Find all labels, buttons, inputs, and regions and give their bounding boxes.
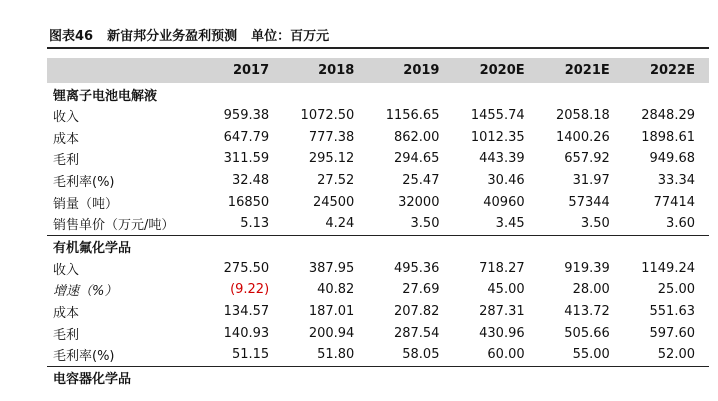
table-cell: 959.38 bbox=[223, 108, 270, 124]
table-cell: 31.97 bbox=[572, 173, 610, 189]
table-cell: 52.00 bbox=[657, 347, 695, 363]
figure-title-bar bbox=[47, 21, 709, 47]
column-header: 2017 bbox=[198, 58, 283, 83]
table-cell: 57344 bbox=[568, 194, 610, 210]
table-cell: 287.31 bbox=[479, 304, 525, 320]
table-cell: 55.00 bbox=[572, 347, 610, 363]
row-label: 成本 bbox=[53, 306, 80, 322]
table-cell: 3.50 bbox=[580, 216, 610, 232]
table-cell: 1149.24 bbox=[641, 260, 695, 276]
section-header-row bbox=[47, 83, 709, 105]
row-label: 毛利率(%) bbox=[53, 175, 115, 191]
table-cell: 647.79 bbox=[223, 129, 270, 145]
table-row bbox=[47, 127, 709, 149]
table-row bbox=[47, 170, 709, 192]
table-row bbox=[47, 105, 709, 127]
table-row bbox=[47, 191, 709, 213]
table-cell: 60.00 bbox=[487, 347, 525, 363]
table-cell: 1012.35 bbox=[470, 129, 525, 145]
table-row bbox=[47, 258, 709, 280]
table-cell: 45.00 bbox=[487, 282, 525, 298]
table-cell: 187.01 bbox=[308, 304, 355, 320]
row-label: 毛利率(%) bbox=[53, 349, 115, 365]
table-cell: 505.66 bbox=[564, 325, 610, 341]
table-cell: 40960 bbox=[483, 194, 525, 210]
figure-caption: 新宙邦分业务盈利预测 bbox=[107, 29, 238, 44]
table-cell: 25.47 bbox=[402, 173, 440, 189]
table-cell: 28.00 bbox=[572, 282, 610, 298]
figure-number: 图表46 bbox=[49, 29, 94, 44]
table-cell: 27.52 bbox=[317, 173, 355, 189]
table-cell: 275.50 bbox=[223, 260, 270, 276]
section-header-row bbox=[47, 366, 709, 389]
table-cell: 657.92 bbox=[564, 151, 610, 167]
table-cell: 51.15 bbox=[231, 347, 270, 363]
table-cell: 862.00 bbox=[393, 129, 440, 145]
table-body bbox=[47, 83, 709, 389]
table-cell: 949.68 bbox=[649, 151, 695, 167]
table-cell: 33.34 bbox=[657, 173, 695, 189]
column-header: 2020E bbox=[453, 58, 538, 83]
table-row bbox=[47, 279, 709, 301]
table-cell: 311.59 bbox=[223, 151, 270, 167]
table-cell: 1455.74 bbox=[470, 108, 525, 124]
table-cell: 1898.61 bbox=[641, 129, 695, 145]
column-header: 2018 bbox=[283, 58, 368, 83]
section-title: 电容器化学品 bbox=[47, 366, 709, 389]
table-row bbox=[47, 148, 709, 170]
table-cell: (9.22) bbox=[230, 282, 270, 298]
table-cell: 16850 bbox=[227, 194, 270, 210]
table-row bbox=[47, 301, 709, 323]
table-cell: 77414 bbox=[653, 194, 695, 210]
table-cell: 1072.50 bbox=[300, 108, 355, 124]
table-cell: 551.63 bbox=[649, 304, 695, 320]
table-cell: 1156.65 bbox=[385, 108, 440, 124]
table-cell: 4.24 bbox=[325, 216, 355, 232]
table-cell: 413.72 bbox=[564, 304, 610, 320]
table-cell: 3.60 bbox=[666, 216, 695, 232]
section-header-row bbox=[47, 235, 709, 258]
table-cell: 777.38 bbox=[308, 129, 355, 145]
row-label: 增速（%） bbox=[53, 284, 118, 300]
table-cell: 140.93 bbox=[223, 325, 270, 341]
table-cell: 430.96 bbox=[479, 325, 525, 341]
table-cell: 200.94 bbox=[308, 325, 355, 341]
figure-title bbox=[49, 25, 329, 44]
table-cell: 32.48 bbox=[231, 173, 270, 189]
table-cell: 443.39 bbox=[479, 151, 525, 167]
row-label: 收入 bbox=[53, 110, 80, 126]
table-cell: 27.69 bbox=[402, 282, 440, 298]
row-label: 销售单价（万元/吨） bbox=[53, 218, 175, 234]
forecast-table bbox=[47, 58, 709, 389]
row-label: 收入 bbox=[53, 262, 80, 278]
table-cell: 919.39 bbox=[564, 260, 610, 276]
table-cell: 2848.29 bbox=[641, 108, 695, 124]
header-blank-cell bbox=[47, 58, 198, 83]
row-label: 销量（吨） bbox=[53, 196, 119, 212]
table-cell: 3.45 bbox=[495, 216, 525, 232]
column-header: 2019 bbox=[368, 58, 453, 83]
table-cell: 387.95 bbox=[308, 260, 355, 276]
table-cell: 718.27 bbox=[479, 260, 525, 276]
table-row bbox=[47, 344, 709, 366]
table-cell: 1400.26 bbox=[556, 129, 610, 145]
title-bottom-rule bbox=[47, 47, 709, 49]
table-cell: 32000 bbox=[398, 194, 440, 210]
table-cell: 287.54 bbox=[393, 325, 440, 341]
table-cell: 24500 bbox=[312, 194, 355, 210]
table-cell: 40.82 bbox=[317, 282, 355, 298]
header-row bbox=[47, 58, 709, 83]
table-cell: 295.12 bbox=[308, 151, 355, 167]
table-cell: 134.57 bbox=[223, 304, 270, 320]
row-label: 毛利 bbox=[53, 153, 80, 169]
table-cell: 495.36 bbox=[393, 260, 440, 276]
table-cell: 597.60 bbox=[649, 325, 695, 341]
table-cell: 3.50 bbox=[410, 216, 440, 232]
column-header: 2022E bbox=[624, 58, 709, 83]
row-label: 毛利 bbox=[53, 327, 80, 343]
table-row bbox=[47, 322, 709, 344]
table-cell: 30.46 bbox=[487, 173, 525, 189]
table-cell: 2058.18 bbox=[556, 108, 610, 124]
section-title: 锂离子电池电解液 bbox=[53, 88, 158, 104]
table-cell: 51.80 bbox=[317, 347, 355, 363]
table-cell: 58.05 bbox=[402, 347, 440, 363]
table-cell: 207.82 bbox=[393, 304, 440, 320]
table-row bbox=[47, 213, 709, 235]
table-cell: 25.00 bbox=[657, 282, 695, 298]
figure-unit: 单位：百万元 bbox=[251, 29, 330, 44]
section-title: 有机氟化学品 bbox=[47, 235, 709, 258]
column-header: 2021E bbox=[539, 58, 624, 83]
row-label: 成本 bbox=[53, 131, 80, 147]
table-cell: 294.65 bbox=[393, 151, 440, 167]
table-cell: 5.13 bbox=[240, 216, 270, 232]
